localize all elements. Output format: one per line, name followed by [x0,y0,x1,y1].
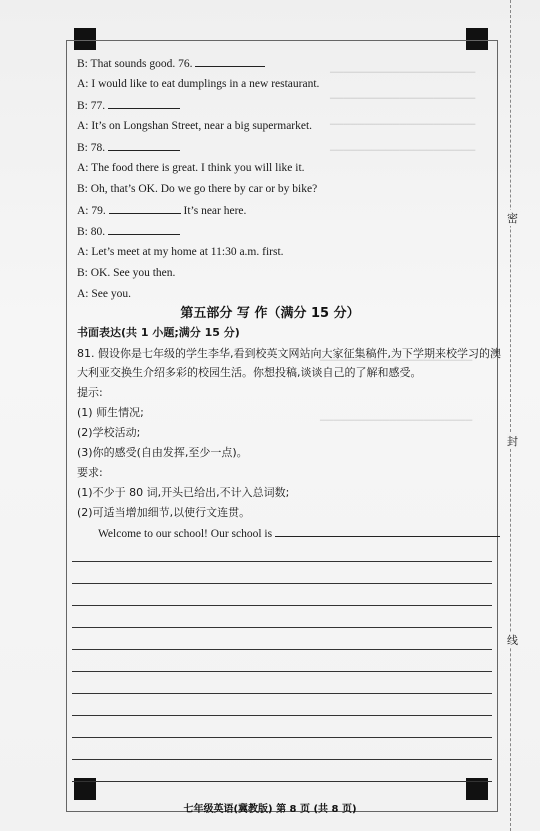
dialogue-line: B: 77. [77,98,180,113]
answer-blank[interactable] [108,224,180,235]
dialogue-line: A: Let’s meet at my home at 11:30 a.m. first. [77,246,284,258]
requirement-item: (1)不少于 80 词,开头已给出,不计入总词数; [77,486,290,499]
answer-blank[interactable] [109,203,181,214]
dialogue-line: B: That sounds good. 76. [77,56,265,71]
bleed-through: ▔▔▔▔▔▔▔▔▔▔▔▔▔▔▔▔▔▔▔▔▔ [330,150,476,160]
answer-blank[interactable] [108,98,180,109]
section-title: 第五部分 写 作（满分 15 分） [180,306,360,321]
dialogue-line: A: 79. It’s near here. [77,205,247,217]
requirement-item: (2)可适当增加细节,以使行文连贯。 [77,506,251,519]
dialogue-line: B: Oh, that’s OK. Do we go there by car or by bike? [77,183,318,195]
page-footer: 七年级英语(冀教版) 第 8 页 (共 8 页) [183,804,357,815]
binding-mark-line: 线 [507,634,518,647]
prompt-line: 81. 假设你是七年级的学生李华,看到校英文网站向大家征集稿件,为下学期来校学习的澳 [77,347,501,360]
dialogue-line: B: OK. See you then. [77,267,176,279]
dialogue-line: A: I would like to eat dumplings in a new restaurant. [77,78,320,90]
dialogue-line: A: The food there is great. I think you will like it. [77,162,305,174]
writing-line[interactable] [72,561,492,562]
dialogue-line: B: 78. [77,140,180,155]
bleed-through: ▔▔▔▔▔▔▔▔▔▔▔▔▔▔▔▔▔▔▔▔▔ [330,98,476,108]
binding-mark-seal: 封 [507,435,518,448]
answer-blank[interactable] [275,526,500,537]
essay-opening: Welcome to our school! Our school is [98,526,500,541]
bleed-through: ▔▔▔▔▔▔▔▔▔▔▔▔▔▔▔▔▔▔▔▔▔ [330,124,476,134]
bleed-through: ▔▔▔▔▔▔▔▔▔▔▔▔▔▔▔▔▔▔▔▔▔▔ [320,360,473,370]
writing-line[interactable] [72,737,492,738]
binding-mark-seal: 密 [507,212,518,225]
writing-line[interactable] [72,605,492,606]
writing-line[interactable] [72,759,492,760]
hints-label: 提示: [77,386,103,399]
writing-line[interactable] [72,649,492,650]
hint-item: (2)学校活动; [77,426,141,439]
requirements-label: 要求: [77,466,103,479]
answer-blank[interactable] [195,56,265,67]
hint-item: (3)你的感受(自由发挥,至少一点)。 [77,446,248,459]
answer-blank[interactable] [108,140,180,151]
hint-item: (1) 师生情况; [77,406,144,419]
dialogue-line: A: See you. [77,288,131,300]
writing-line[interactable] [72,693,492,694]
writing-line[interactable] [72,671,492,672]
writing-line[interactable] [72,583,492,584]
writing-line[interactable] [72,715,492,716]
writing-line[interactable] [72,627,492,628]
dialogue-line: A: It’s on Longshan Street, near a big supermarket. [77,120,313,132]
section-subtitle: 书面表达(共 1 小题;满分 15 分) [77,326,240,339]
bleed-through: ▔▔▔▔▔▔▔▔▔▔▔▔▔▔▔▔▔▔▔▔▔▔ [320,420,473,430]
writing-line[interactable] [72,781,492,782]
prompt-line: 大利亚交换生介绍多彩的校园生活。你想投稿,谈谈自己的了解和感受。 [77,366,422,379]
dialogue-line: B: 80. [77,224,180,239]
binding-margin-line [510,0,511,831]
bleed-through: ▔▔▔▔▔▔▔▔▔▔▔▔▔▔▔▔▔▔▔▔▔ [330,72,476,82]
